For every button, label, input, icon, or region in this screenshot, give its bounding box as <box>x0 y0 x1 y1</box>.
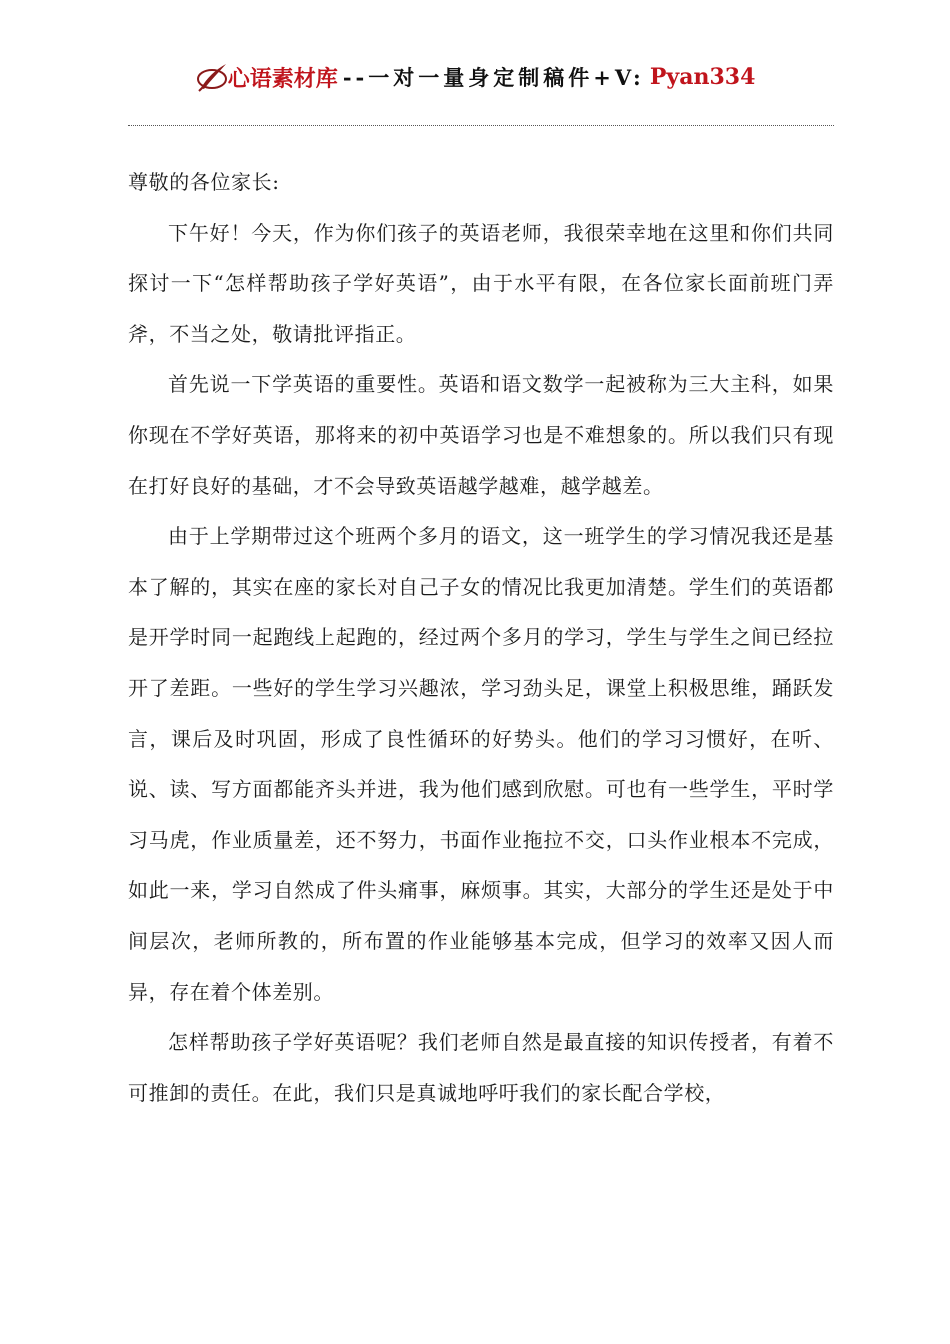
wechat-id: Pyan334 <box>649 64 756 90</box>
brand-name: 心语素材库 <box>227 65 338 92</box>
salutation: 尊敬的各位家长: <box>128 170 280 194</box>
quill-logo-icon <box>195 60 229 94</box>
paragraph: 由于上学期带过这个班两个多月的语文，这一班学生的学习情况我还是基本了解的，其实在座的家长对自己子女的情况比我更加清楚。学生们的英语都是开学时同一起跑线上起跑的，经过两个多月的学习，学生与学生之间已经拉开了差距。一些好的学生学习兴趣浓，学习劲头足，课堂上积极思维，踊跃发言，课后及时巩固，形成了良性循环的好势头。他们的学习习惯好，在听、说、读、写方面都能齐头并进，我为他们感到欣慰。可也有一些学生，平时学习马虎，作业质量差，还不努力，书面作业拖拉不交，口头作业根本不完成，如此一来，学习自然成了件头痛事，麻烦事。其实，大部分的学生还是处于中间层次，老师所教的，所布置的作业能够基本完成，但学习的效率又因人而异，存在着个体差别。 <box>128 524 834 1004</box>
header-divider <box>128 125 834 126</box>
paragraph: 怎样帮助孩子学好英语呢？我们老师自然是最直接的知识传授者，有着不可推卸的责任。在此，我们只是真诚地呼吁我们的家长配合学校， <box>128 1030 834 1105</box>
paragraph: 下午好！今天，作为你们孩子的英语老师，我很荣幸地在这里和你们共同探讨一下“怎样帮助孩子学好英语”，由于水平有限，在各位家长面前班门弄斧，不当之处，敬请批评指正。 <box>128 220 834 346</box>
header-slogan: --一对一量身定制稿件+V: <box>342 65 645 90</box>
page-header <box>0 60 950 104</box>
paragraph: 首先说一下学英语的重要性。英语和语文数学一起被称为三大主科，如果你现在不学好英语，那将来的初中英语学习也是不难想象的。所以我们只有现在打好良好的基础，才不会导致英语越学越难，越学越差。 <box>128 372 834 498</box>
document-body <box>128 157 834 1118</box>
